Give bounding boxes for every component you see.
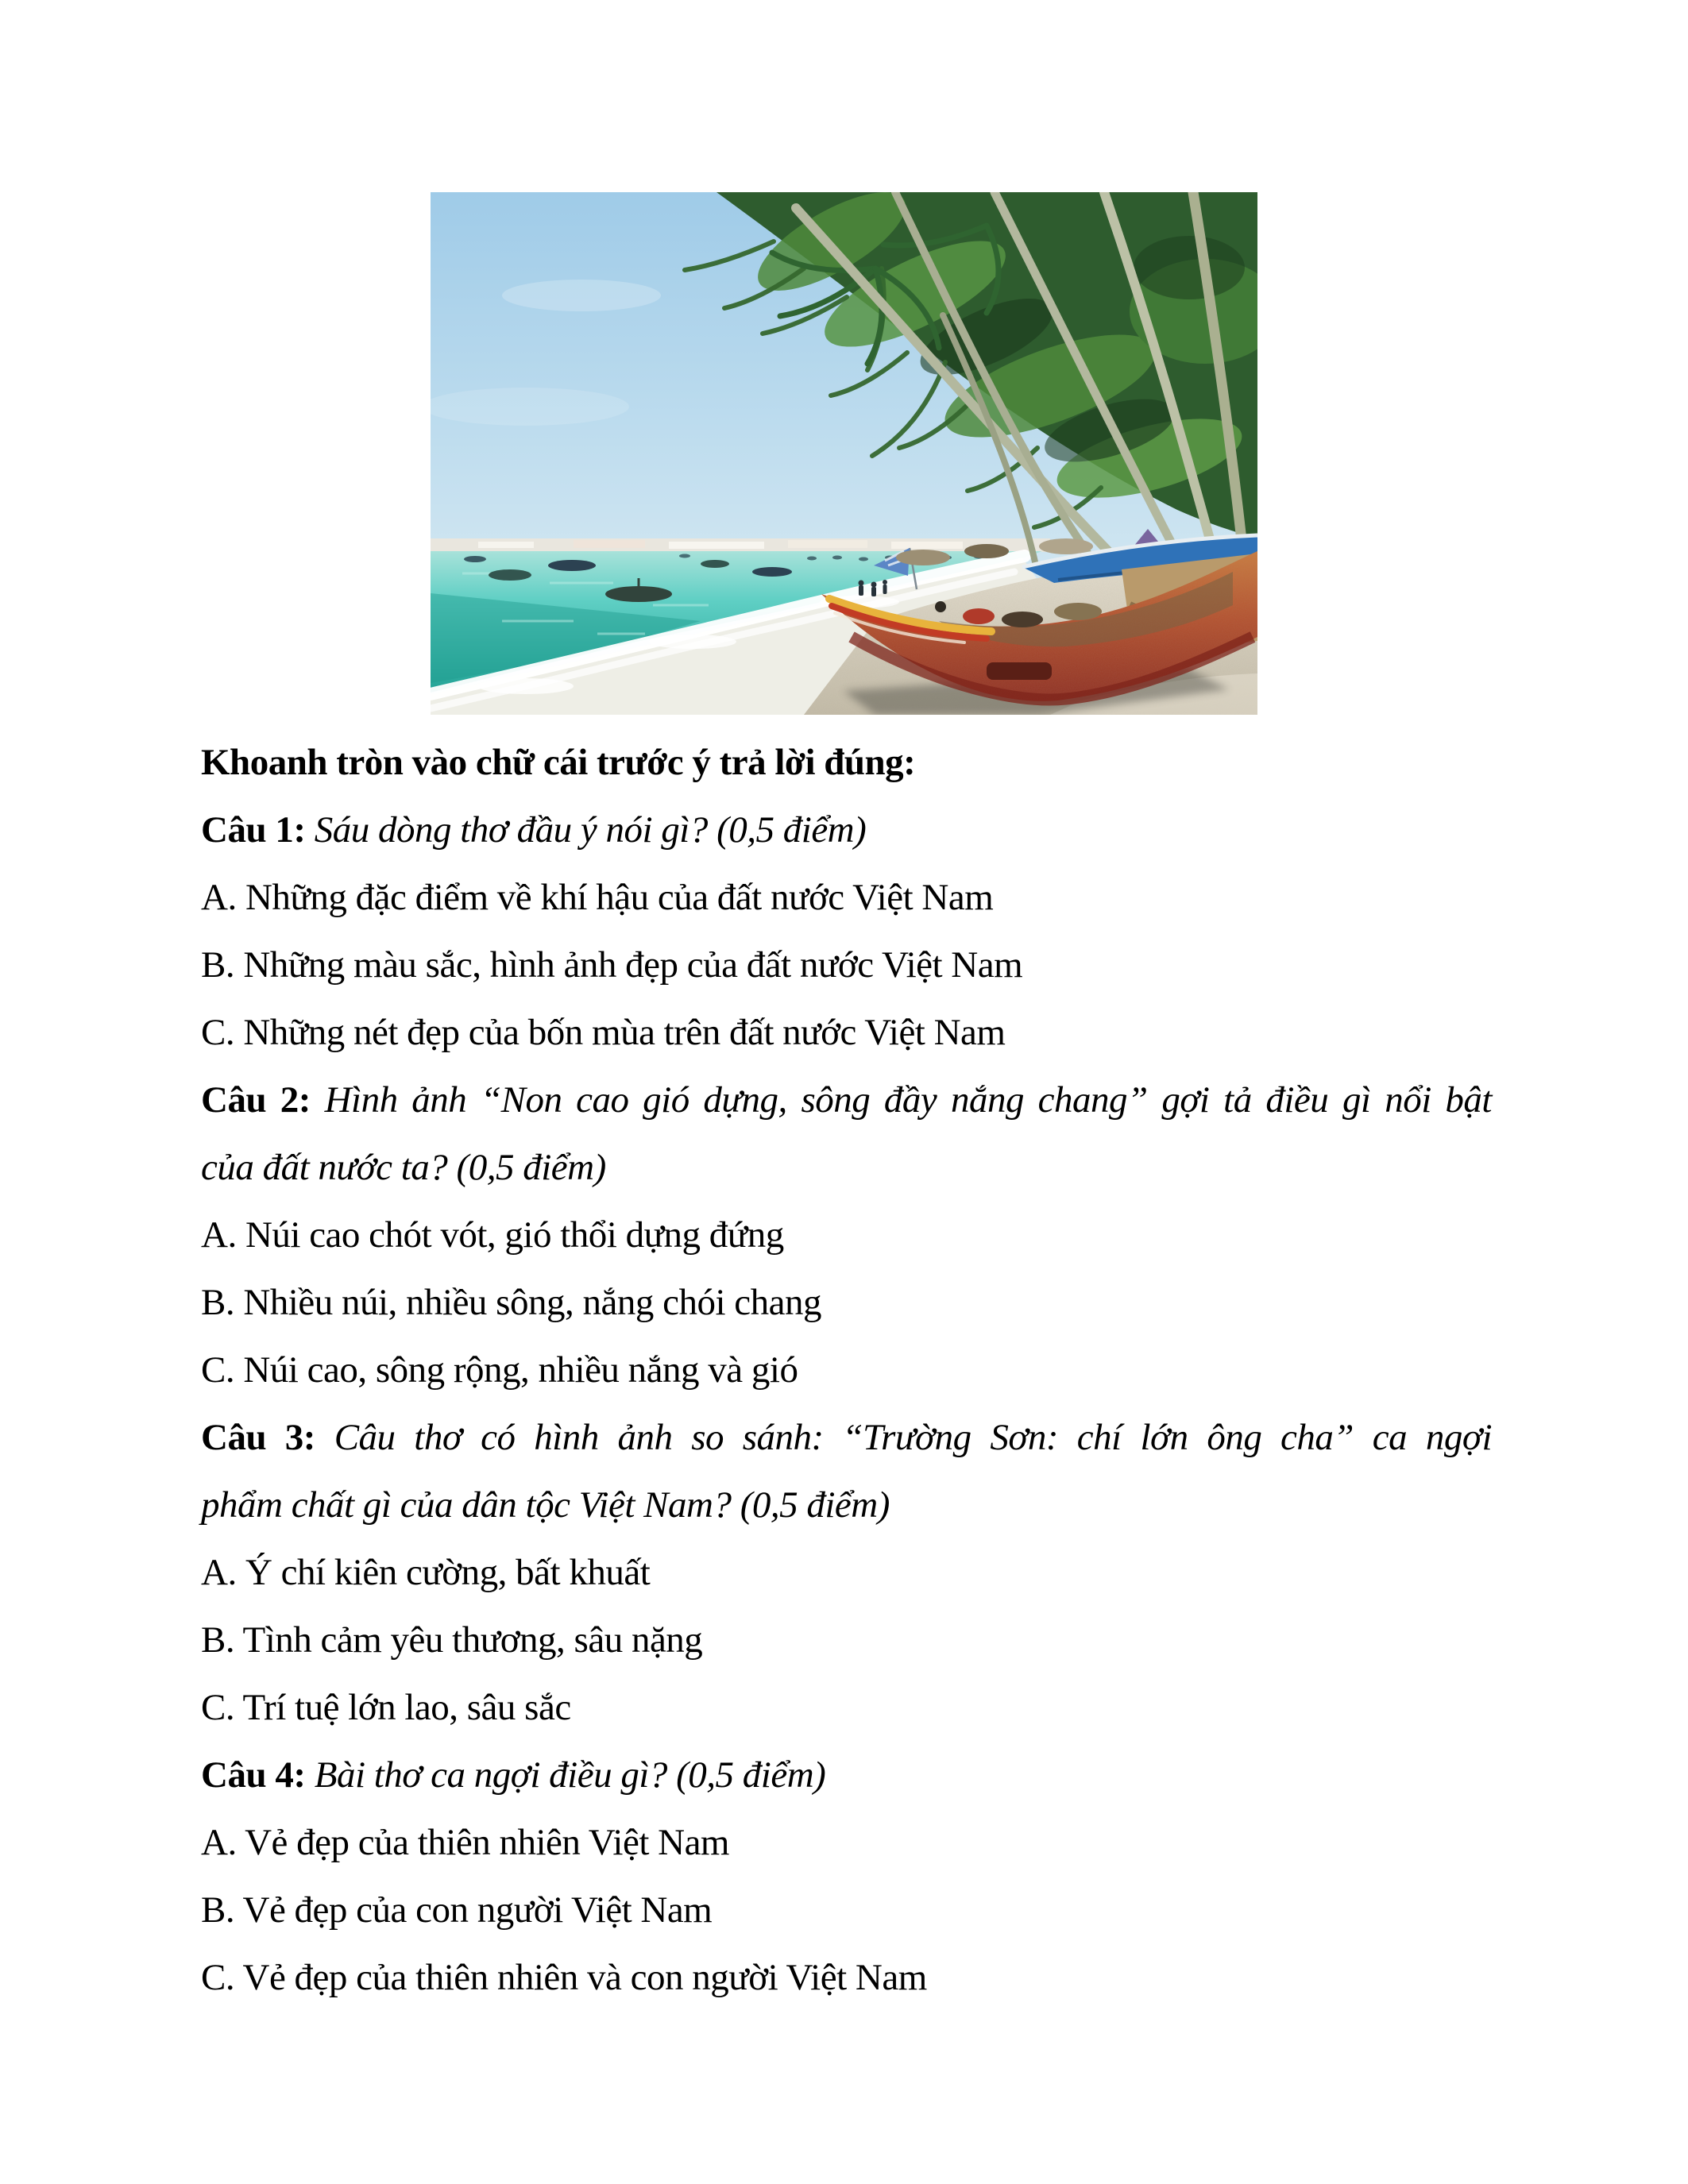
question-2-label: Câu 2: (201, 1079, 311, 1121)
question-4-option-b: B. Vẻ đẹp của con người Việt Nam (201, 1889, 713, 1931)
question-1-text: Sáu dòng thơ đầu ý nói gì? (0,5 điểm) (305, 809, 867, 851)
question-1-option-a: A. Những đặc điểm về khí hậu của đất nước Việt Nam (201, 877, 994, 918)
question-section (201, 729, 1492, 2012)
instruction-heading: Khoanh tròn vào chữ cái trước ý trả lời đúng: (201, 742, 916, 783)
question-4-option-a: A. Vẻ đẹp của thiên nhiên Việt Nam (201, 1822, 729, 1863)
question-2-option-c: C. Núi cao, sông rộng, nhiều nắng và gió (201, 1349, 798, 1391)
beach-photo (431, 192, 1257, 715)
question-2-text: Hình ảnh “Non cao gió dựng, sông đầy nắng chang” gợi tả điều gì nổi bật (310, 1079, 1492, 1121)
question-1-option-b: B. Những màu sắc, hình ảnh đẹp của đất nước Việt Nam (201, 944, 1023, 986)
question-2-prompt (201, 1067, 1492, 1134)
question-3-prompt (201, 1404, 1492, 1472)
question-3-option-c: C. Trí tuệ lớn lao, sâu sắc (201, 1687, 571, 1728)
question-3-option-b: B. Tình cảm yêu thương, sâu nặng (201, 1619, 703, 1661)
question-1-label: Câu 1: (201, 809, 306, 851)
question-4-text: Bài thơ ca ngợi điều gì? (0,5 điểm) (305, 1754, 826, 1796)
question-1-prompt (201, 797, 1492, 864)
question-4-label: Câu 4: (201, 1754, 306, 1796)
horizon-city (431, 538, 1050, 552)
question-3-prompt-continued: phẩm chất gì của dân tộc Việt Nam? (0,5 điểm) (201, 1484, 890, 1526)
question-4-option-c: C. Vẻ đẹp của thiên nhiên và con người Việt Nam (201, 1957, 927, 1998)
question-2-option-a: A. Núi cao chót vót, gió thổi dựng đứng (201, 1214, 784, 1256)
question-2-option-b: B. Nhiều núi, nhiều sông, nắng chói chang (201, 1282, 821, 1323)
question-3-option-a: A. Ý chí kiên cường, bất khuất (201, 1552, 651, 1593)
question-3-label: Câu 3: (201, 1417, 315, 1458)
question-1-option-c: C. Những nét đẹp của bốn mùa trên đất nước Việt Nam (201, 1012, 1006, 1053)
question-4-prompt (201, 1742, 1492, 1809)
question-3-text: Câu thơ có hình ảnh so sánh: “Trường Sơn: chí lớn ông cha” ca ngợi (315, 1417, 1492, 1458)
question-2-prompt-continued: của đất nước ta? (0,5 điểm) (201, 1147, 606, 1188)
